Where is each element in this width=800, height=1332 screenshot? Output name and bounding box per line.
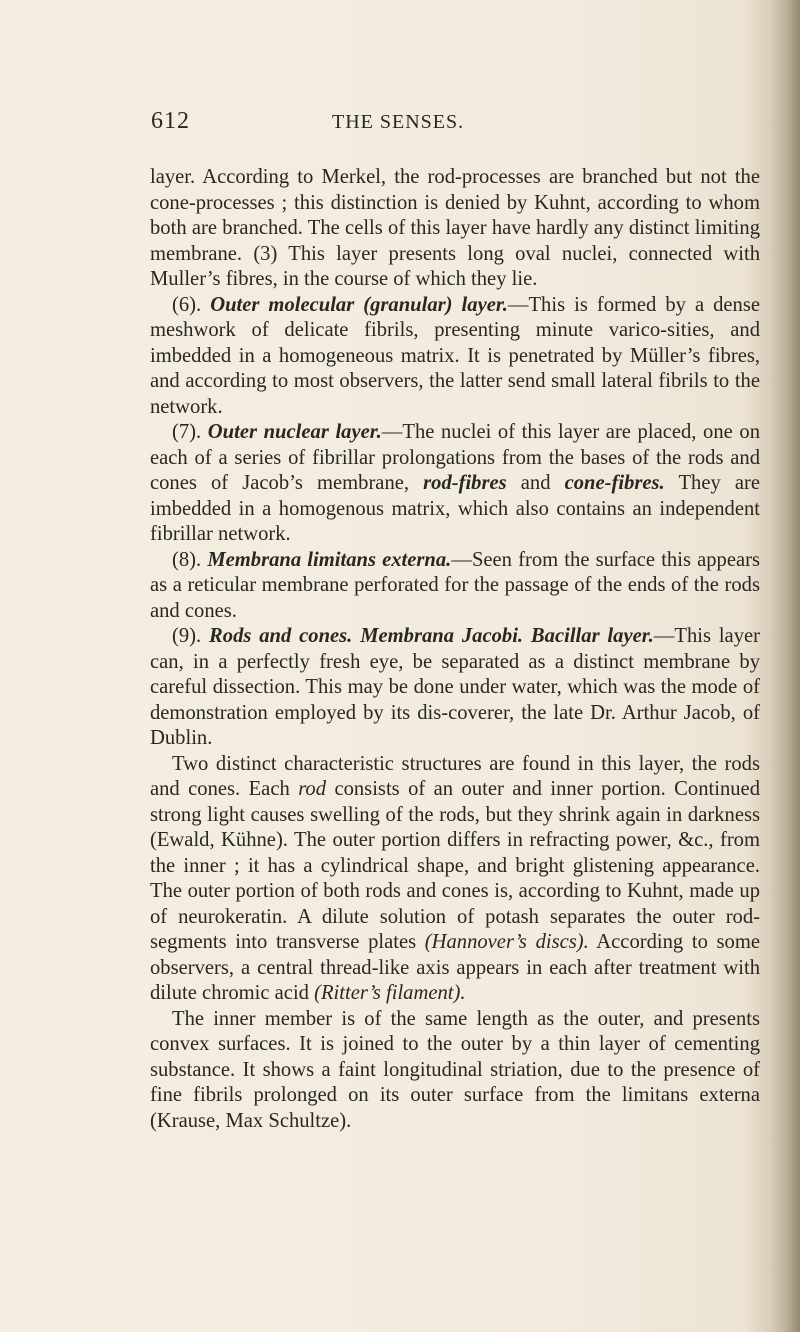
- heading-text: layer.: [461, 293, 508, 316]
- running-head: THE SENSES.: [332, 111, 465, 133]
- paragraph-text: According to some observers, a central thread-like axis appears in each after treatment with dilute chromic acid: [150, 931, 760, 1004]
- section-number: (8).: [172, 548, 202, 571]
- heading-text: granular: [370, 293, 446, 316]
- paragraph-membrana-limitans: [150, 548, 760, 625]
- paragraph-text: —This is formed by a dense meshwork of delicate fibrils, presenting minute varico-sities, and imbedded in a homogeneous matrix. It is penetrated by Müller’s fibres, and according to most observers, the latter send small lateral fibrils to the network.: [150, 293, 760, 418]
- paragraph-text: The inner member is of the same length as the outer, and presents convex surfaces. It is joined to the outer by a thin layer of cementing substance. It shows a faint longitudinal striation, due to the presence of fine fibrils prolonged on its outer surface from the limitans externa (Krause, Max Schultze).: [150, 1007, 760, 1132]
- paragraph-text: layer. According to Merkel, the rod-processes are branched but not the cone-processes ; this distinction is denied by Kuhnt, according to whom both are branched. The cells of this layer have hardly any distinct limiting membrane. (3) This layer presents long oval nuclei, connected with Muller’s fibres, in the course of which they lie.: [150, 166, 760, 290]
- paragraph-outer-nuclear-layer: [150, 420, 760, 548]
- paragraph-text: consists of an outer and inner portion. Continued strong light causes swelling of the rods, but they shrink again in darkness (Ewald, Kühne). The outer portion differs in refracting power, &c., from the inner ; it has a cylindrical shape, and bright glistening appearance. The outer portion of both rods and cones is, according to Kuhnt, made up of neurokeratin. A dilute solution of potash separates the outer rod-segments into transverse plates: [150, 778, 760, 953]
- section-number: (6).: [172, 293, 202, 316]
- body-text: [150, 165, 760, 1134]
- paragraph-text: —The nuclei of this layer are placed, one on each of a series of fibrillar prolongations from the bases of the rods and cones of Jacob’s membrane,: [150, 421, 760, 494]
- paragraph-text: and: [520, 472, 551, 494]
- paragraph-outer-molecular-layer: [150, 293, 760, 421]
- section-heading: Rods and cones. Membrana Jacobi. Bacillar layer.: [209, 625, 654, 647]
- term: rod-fibres: [423, 472, 507, 494]
- section-number: (9).: [172, 625, 202, 647]
- paragraph-continuation: [150, 165, 760, 293]
- paragraph-text: They are imbedded in a homogenous matrix, which also contains an independent fibrillar network.: [150, 472, 760, 545]
- paragraph-two-structures: [150, 752, 760, 1007]
- page-edge-shadow: [770, 0, 800, 1332]
- section-heading: Membrana limitans externa.: [207, 548, 452, 571]
- section-heading: Outer nuclear layer.: [207, 421, 382, 443]
- page-number: 612: [151, 108, 190, 134]
- paragraph-rods-and-cones: [150, 624, 760, 752]
- paragraph-inner-member: [150, 1007, 760, 1135]
- heading-text: Outer molecular: [210, 293, 355, 316]
- term: (Hannover’s discs).: [424, 931, 589, 953]
- section-heading: Outer molecular (granular) layer.: [210, 293, 508, 316]
- page-header: [0, 108, 800, 138]
- term: rod: [298, 778, 327, 800]
- paragraph-text: Two distinct characteristic structures are found in this layer, the rods and cones. Each: [150, 752, 760, 800]
- paragraph-text: —This layer can, in a perfectly fresh eye, be separated as a distinct membrane by careful dissection. This may be done under water, which was the mode of demonstration employed by its dis-coverer, the late Dr. Arthur Jacob, of Dublin.: [150, 625, 760, 749]
- section-number: (7).: [172, 421, 202, 443]
- term: cone-fibres.: [564, 472, 665, 494]
- paragraph-text: —Seen from the surface this appears as a reticular membrane perforated for the passage of the ends of the rods and cones.: [150, 548, 760, 622]
- term: (Ritter’s filament).: [314, 982, 466, 1004]
